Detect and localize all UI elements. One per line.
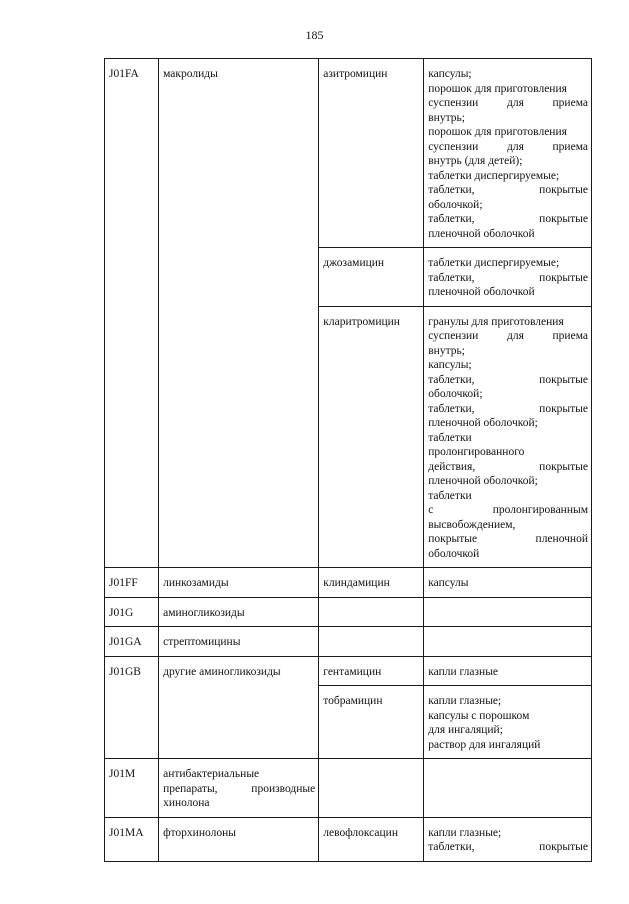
drug-name-cell: кларитромицин <box>319 306 424 568</box>
dosage-form-line: пленочной оболочкой <box>428 227 535 240</box>
drug-name-cell: тобрамицин <box>319 686 424 759</box>
table-row <box>105 627 592 657</box>
dosage-form-line: раствор для ингаляций <box>428 738 541 751</box>
dosage-forms-cell <box>424 759 592 818</box>
atc-code-cell: J01FA <box>105 59 159 568</box>
dosage-form-line: капсулы; <box>428 359 472 371</box>
dosage-form-line: таблетки, покрытые <box>428 184 588 196</box>
group-name-cell: макролиды <box>159 59 319 568</box>
dosage-form-line: пленочной оболочкой; <box>428 475 538 487</box>
dosage-form-line: капли глазные; <box>428 826 502 839</box>
dosage-forms-cell <box>424 306 592 568</box>
dosage-form-line: для ингаляций; <box>428 724 503 736</box>
dosage-form-line: порошок для приготовления <box>428 126 567 138</box>
drug-name-cell <box>319 759 424 818</box>
dosage-forms-cell <box>424 597 592 627</box>
dosage-form-line: капсулы; <box>428 68 472 80</box>
drug-name-cell: гентамицин <box>319 656 424 686</box>
group-name-cell: аминогликозиды <box>159 597 319 627</box>
dosage-form-line: таблетки <box>428 489 472 502</box>
drug-name-cell <box>319 627 424 657</box>
dosage-form-line: таблетки, покрытые <box>428 271 588 284</box>
atc-code-cell: J01FF <box>105 568 159 598</box>
table-row <box>105 597 592 627</box>
drug-name-cell: джозамицин <box>319 248 424 307</box>
dosage-form-line: таблетки, покрытые <box>428 213 588 225</box>
dosage-form-line: таблетки, покрытые <box>428 841 588 853</box>
group-name-cell: линкозамиды <box>159 568 319 598</box>
dosage-forms-cell <box>424 59 592 248</box>
atc-code-cell: J01M <box>105 759 159 818</box>
dosage-form-line: капсулы <box>428 577 469 589</box>
dosage-form-line: пролонгированного <box>428 446 525 458</box>
dosage-forms-cell <box>424 248 592 307</box>
dosage-form-line: таблетки диспергируемые; <box>428 169 560 182</box>
atc-code-cell: J01GA <box>105 627 159 657</box>
dosage-form-line: с пролонгированным <box>428 504 588 516</box>
dosage-form-line: капсулы с порошком <box>428 709 530 722</box>
dosage-form-line: суспензии для приема <box>428 140 588 153</box>
dosage-form-line: таблетки, покрытые <box>428 402 588 415</box>
dosage-form-line: таблетки диспергируемые; <box>428 257 560 269</box>
page-number: 185 <box>305 28 324 42</box>
table-row <box>105 59 592 248</box>
drug-name-cell: клиндамицин <box>319 568 424 598</box>
atc-code-cell: J01MA <box>105 817 159 861</box>
medication-table <box>104 58 592 862</box>
group-name-line: препараты, производные <box>163 782 316 795</box>
dosage-forms-cell <box>424 817 592 861</box>
dosage-forms-cell <box>424 656 592 686</box>
dosage-form-line: пленочной оболочкой <box>428 286 535 298</box>
dosage-forms-cell <box>424 568 592 598</box>
dosage-forms-cell <box>424 686 592 759</box>
dosage-form-line: капли глазные <box>428 665 499 678</box>
dosage-form-line: внутрь; <box>428 344 465 357</box>
dosage-form-line: высвобождением, <box>428 518 516 531</box>
table-row <box>105 656 592 686</box>
dosage-form-line: таблетки <box>428 431 472 444</box>
dosage-form-line: капли глазные; <box>428 695 502 707</box>
table-body <box>105 59 592 862</box>
dosage-form-line: суспензии для приема <box>428 330 588 342</box>
dosage-form-line: оболочкой; <box>428 388 483 400</box>
dosage-form-line: гранулы для приготовления <box>428 315 564 328</box>
atc-code-cell: J01GB <box>105 656 159 759</box>
dosage-forms-cell <box>424 627 592 657</box>
dosage-form-line: суспензии для приема <box>428 97 588 109</box>
group-name-line: хинолона <box>163 797 210 809</box>
group-name-cell: фторхинолоны <box>159 817 319 861</box>
atc-code-cell: J01G <box>105 597 159 627</box>
group-name-cell: стрептомицины <box>159 627 319 657</box>
dosage-form-line: внутрь; <box>428 111 465 124</box>
table-row <box>105 817 592 861</box>
dosage-form-line: оболочкой <box>428 547 480 560</box>
dosage-form-line: действия, покрытые <box>428 460 588 473</box>
group-name-cell <box>159 759 319 818</box>
group-name-cell: другие аминогликозиды <box>159 656 319 759</box>
drug-name-cell: левофлоксацин <box>319 817 424 861</box>
dosage-form-line: покрытые пленочной <box>428 533 588 545</box>
dosage-form-line: порошок для приготовления <box>428 82 567 95</box>
dosage-form-line: таблетки, покрытые <box>428 373 588 386</box>
dosage-form-line: внутрь (для детей); <box>428 155 523 167</box>
dosage-form-line: оболочкой; <box>428 198 483 211</box>
dosage-form-line: пленочной оболочкой; <box>428 417 538 429</box>
drug-name-cell: азитромицин <box>319 59 424 248</box>
table-row <box>105 759 592 818</box>
drug-name-cell <box>319 597 424 627</box>
group-name-line: антибактериальные <box>163 768 260 780</box>
table-row <box>105 568 592 598</box>
